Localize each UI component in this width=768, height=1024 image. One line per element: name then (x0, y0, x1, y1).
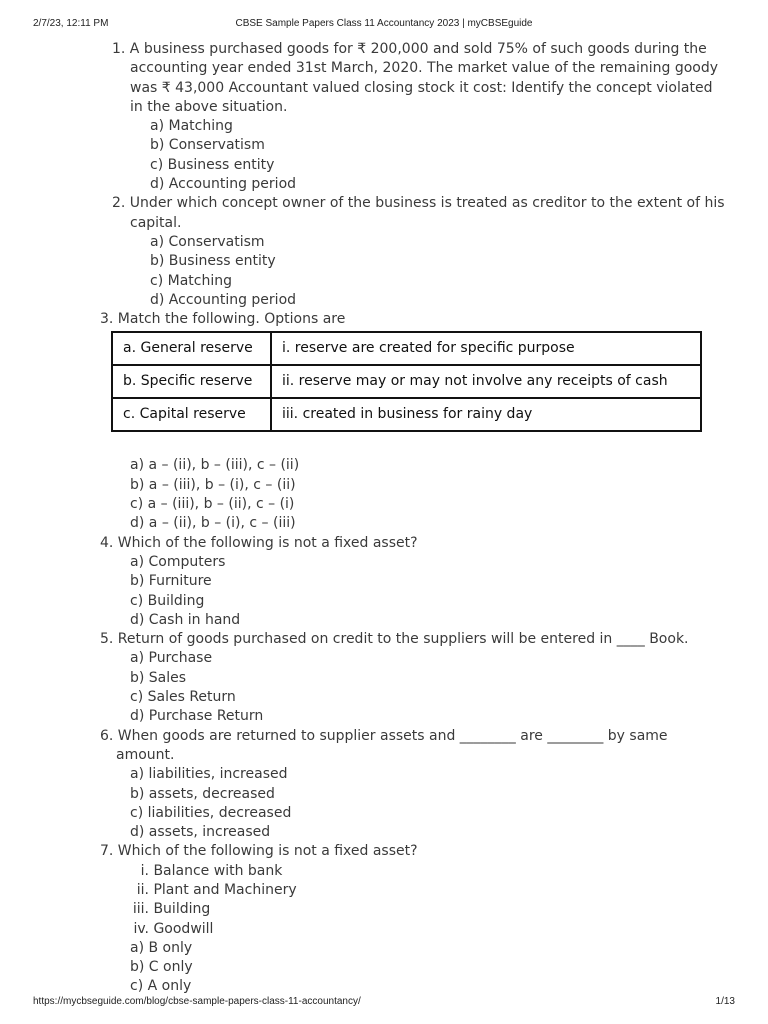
roman-numeral: iv. (133, 920, 149, 937)
option: c) A only (130, 978, 192, 995)
match-table (111, 331, 702, 432)
option: d) Accounting period (150, 176, 297, 193)
option: b) assets, decreased (130, 785, 275, 802)
table-cell: iii. created in business for rainy day (271, 398, 701, 431)
option: c) Matching (150, 272, 232, 289)
page-title: CBSE Sample Papers Class 11 Accountancy 2023 | myCBSEguide (235, 18, 533, 29)
option: a) Conservatism (150, 233, 265, 250)
option: b) Business entity (150, 253, 276, 270)
option: c) liabilities, decreased (130, 804, 292, 821)
roman-item-text: Plant and Machinery (153, 881, 297, 898)
roman-item-text: Balance with bank (153, 862, 283, 879)
roman-item (0, 881, 768, 900)
option: c) a – (iii), b – (ii), c – (i) (130, 496, 295, 513)
table-row (112, 398, 701, 431)
option: a) Purchase (130, 650, 213, 667)
roman-numeral: i. (140, 862, 149, 879)
footer-url: https://mycbseguide.com/blog/cbse-sample-papers-class-11-accountancy/ (33, 996, 361, 1007)
question-5: 5. Return of goods purchased on credit to the suppliers will be entered in ____ Book. (100, 631, 689, 648)
roman-item (0, 920, 768, 939)
option: b) Furniture (130, 573, 212, 590)
option: d) Purchase Return (130, 708, 264, 725)
option: d) Accounting period (150, 291, 297, 308)
option: b) Conservatism (150, 137, 265, 154)
option: a) a – (ii), b – (iii), c – (ii) (130, 457, 300, 474)
option: b) C only (130, 959, 193, 976)
question-7: 7. Which of the following is not a fixed asset? (100, 843, 418, 860)
option: a) Matching (150, 118, 233, 135)
table-row (112, 365, 701, 398)
option: c) Sales Return (130, 689, 236, 706)
roman-item (0, 900, 768, 919)
option: a) liabilities, increased (130, 766, 288, 783)
roman-item-text: Goodwill (153, 920, 214, 937)
table-cell: b. Specific reserve (112, 365, 271, 398)
table-cell: a. General reserve (112, 332, 271, 365)
option: d) a – (ii), b – (i), c – (iii) (130, 515, 296, 532)
table-cell: i. reserve are created for specific purpose (271, 332, 701, 365)
option: b) Sales (130, 669, 187, 686)
print-datetime: 2/7/23, 12:11 PM (33, 18, 109, 29)
page-number: 1/13 (715, 996, 735, 1007)
question-6: 6. When goods are returned to supplier assets and ________ are ________ by same amount. (100, 727, 668, 763)
roman-item (0, 862, 768, 881)
question-2: 2. Under which concept owner of the business is treated as creditor to the extent of his capital. (112, 195, 725, 231)
roman-numeral: iii. (132, 901, 149, 918)
option: a) Computers (130, 553, 226, 570)
option: c) Building (130, 592, 205, 609)
table-cell: ii. reserve may or may not involve any receipts of cash (271, 365, 701, 398)
option: d) assets, increased (130, 824, 271, 841)
option: b) a – (iii), b – (i), c – (ii) (130, 476, 296, 493)
question-4: 4. Which of the following is not a fixed asset? (100, 534, 418, 551)
option: c) Business entity (150, 156, 275, 173)
question-3: 3. Match the following. Options are (100, 311, 346, 328)
question-1: 1. A business purchased goods for ₹ 200,000 and sold 75% of such goods during the accounting year ended 31st March, 2020. The market value of the remaining goody was ₹ 43,000 Accountant valued closing stock it cost: Identify the concept violated in the above situation. (112, 41, 719, 115)
roman-item-text: Building (153, 901, 211, 918)
option: a) B only (130, 939, 193, 956)
option: d) Cash in hand (130, 611, 241, 628)
document-body (0, 40, 768, 997)
table-cell: c. Capital reserve (112, 398, 271, 431)
roman-numeral: ii. (136, 881, 149, 898)
table-row (112, 332, 701, 365)
